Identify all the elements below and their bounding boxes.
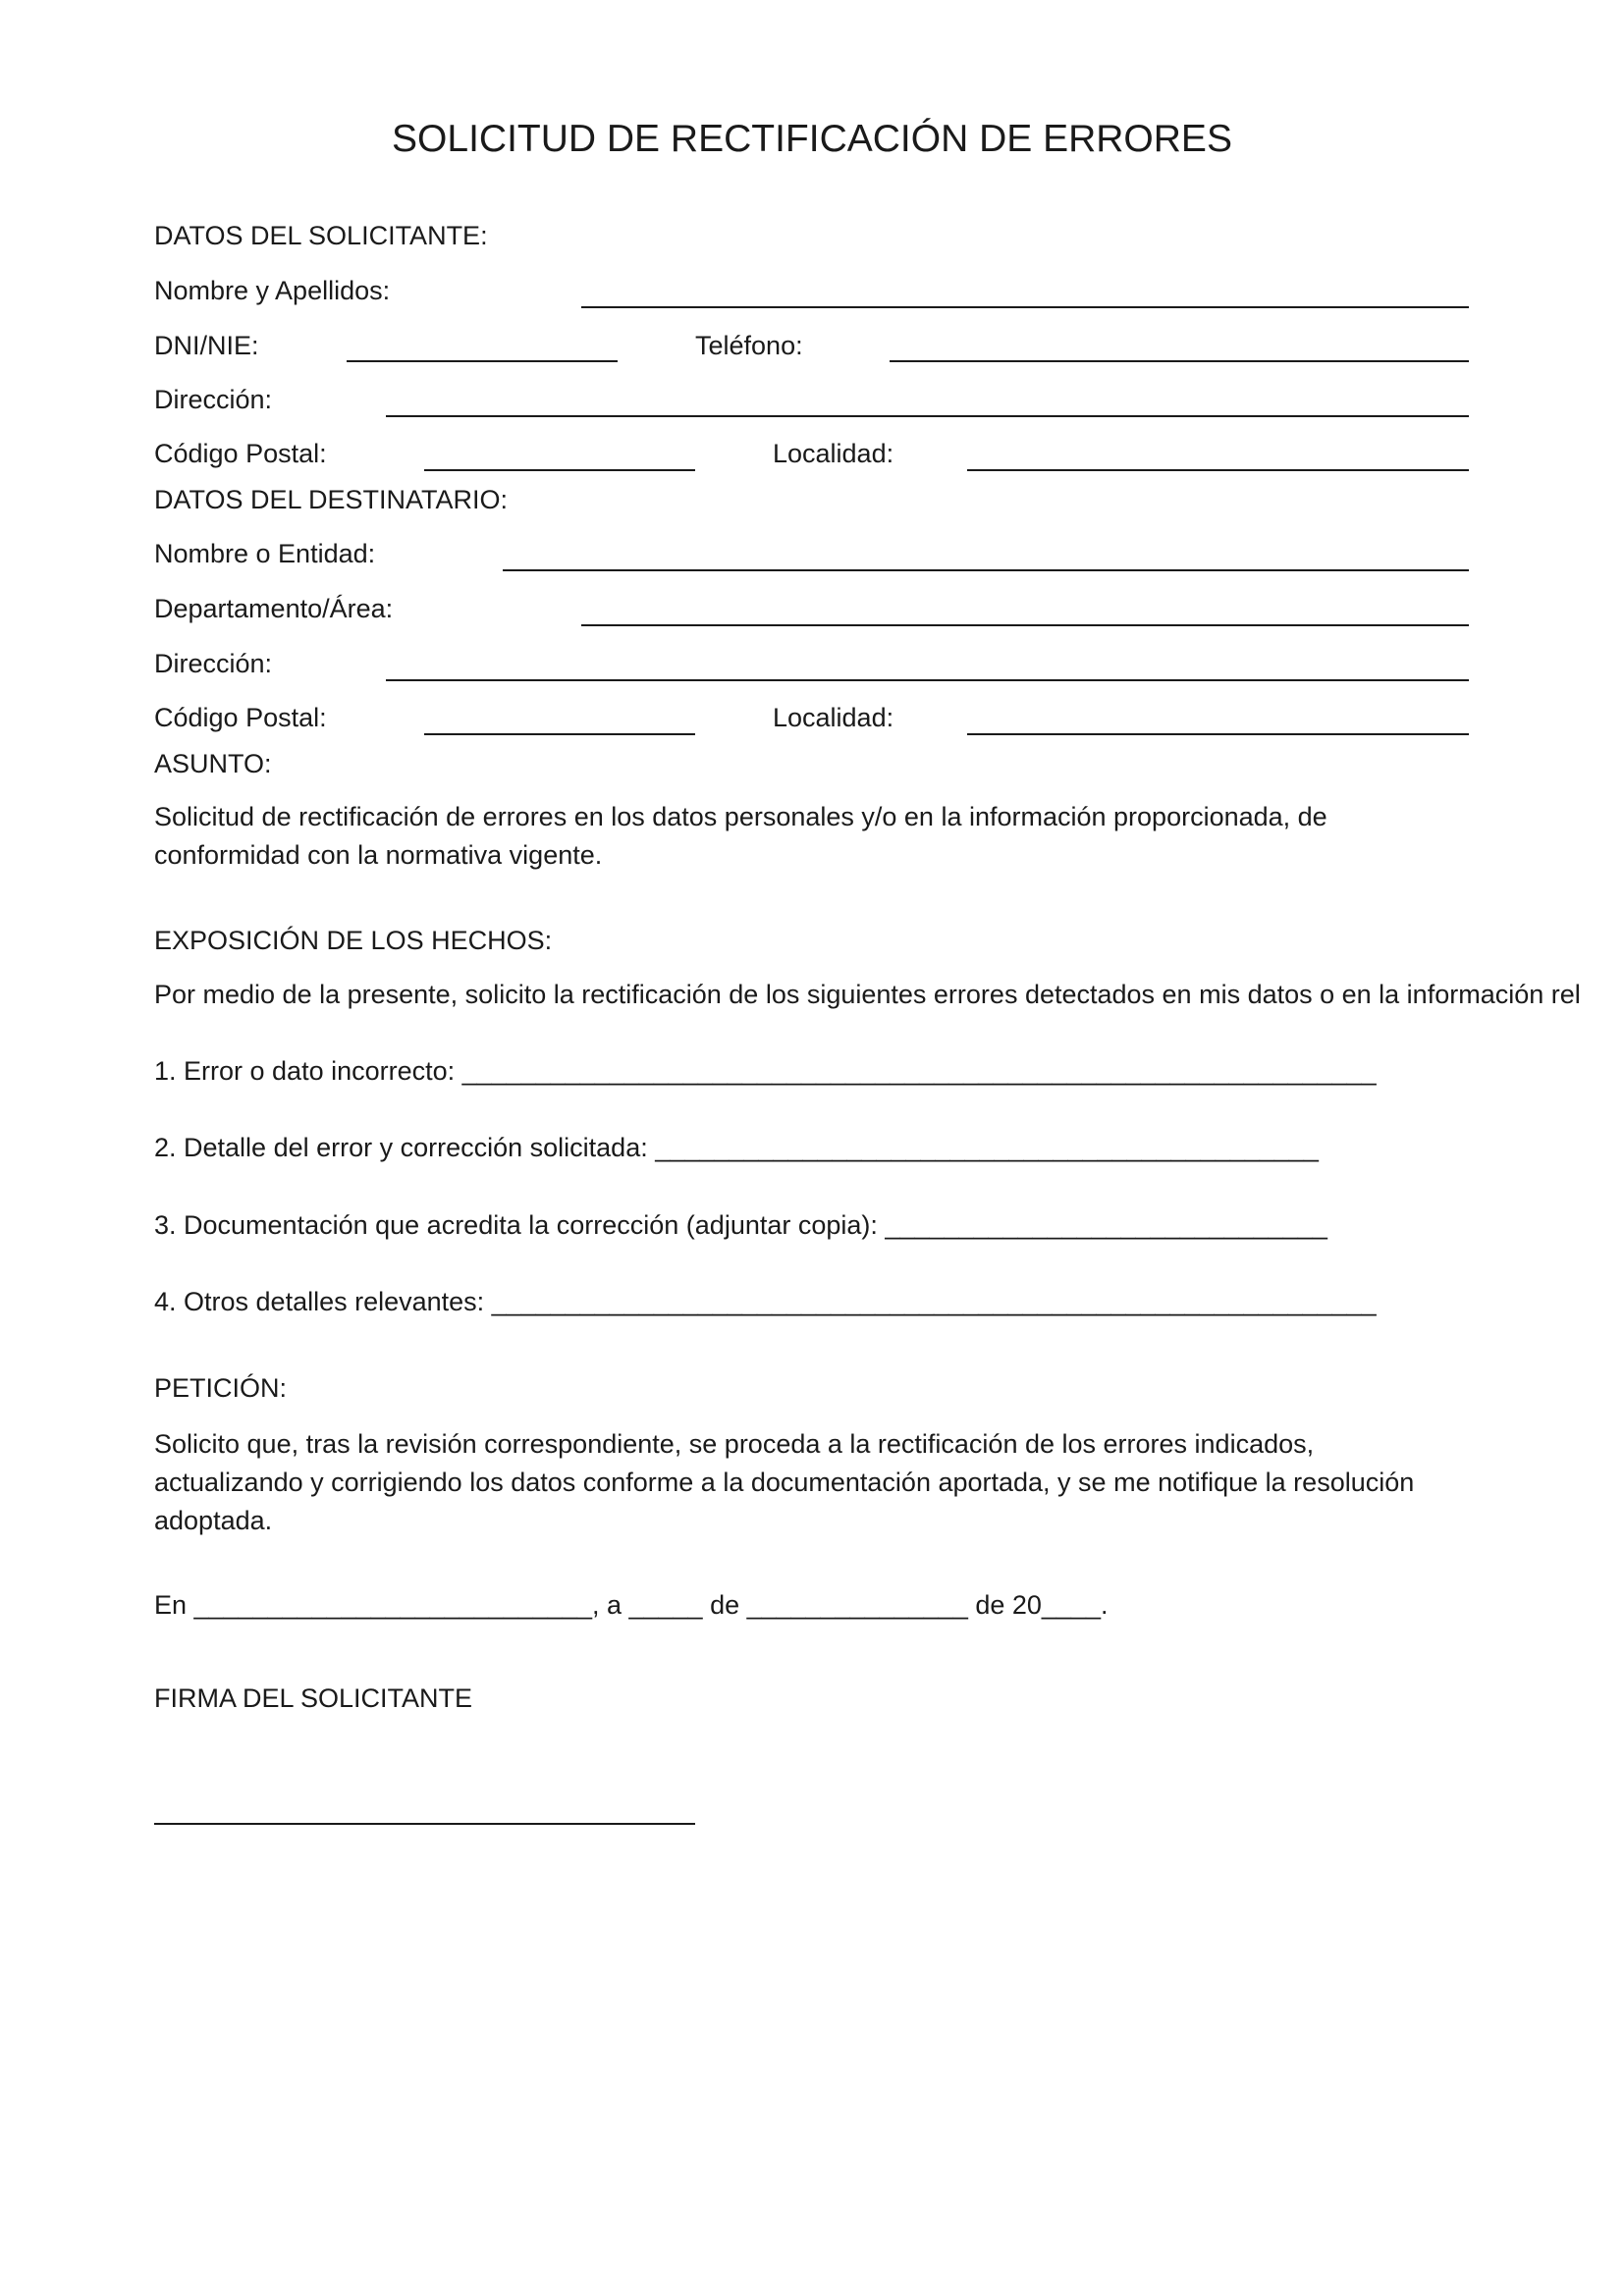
- asunto-text: Solicitud de rectificación de errores en los datos personales y/o en la información proporcionada, de conformidad con la normativa vigente.: [154, 802, 1327, 870]
- solicitante-nombre-label: Nombre y Apellidos:: [154, 276, 391, 305]
- exposicion-heading: EXPOSICIÓN DE LOS HECHOS:: [154, 926, 553, 955]
- solicitante-nombre-field[interactable]: [581, 306, 1469, 308]
- destinatario-direccion-label: Dirección:: [154, 649, 273, 678]
- firma-label: FIRMA DEL SOLICITANTE: [154, 1683, 473, 1713]
- destinatario-localidad-field[interactable]: [967, 733, 1469, 735]
- fecha-line[interactable]: En ___________________________, a _____ de _______________ de 20____.: [154, 1590, 1109, 1620]
- solicitante-cp-label: Código Postal:: [154, 439, 327, 468]
- peticion-heading: PETICIÓN:: [154, 1373, 288, 1403]
- exposicion-item-4[interactable]: 4. Otros detalles relevantes: ____________________________________________________________: [154, 1287, 1377, 1316]
- asunto-heading: ASUNTO:: [154, 749, 272, 778]
- destinatario-nombre-label: Nombre o Entidad:: [154, 539, 376, 568]
- destinatario-departamento-label: Departamento/Área:: [154, 594, 394, 623]
- exposicion-item-1[interactable]: 1. Error o dato incorrecto: ______________________________________________________________: [154, 1056, 1377, 1086]
- exposicion-item-3[interactable]: 3. Documentación que acredita la corrección (adjuntar copia): ______________________________: [154, 1210, 1327, 1240]
- solicitante-localidad-field[interactable]: [967, 469, 1469, 471]
- peticion-text: Solicito que, tras la revisión correspondiente, se proceda a la rectificación de los errores indicados, actualizando y corrigiendo los datos conforme a la documentación aportada, y se me notifique la resolución adoptada.: [154, 1429, 1415, 1535]
- firma-line[interactable]: [154, 1823, 695, 1825]
- solicitante-localidad-label: Localidad:: [773, 439, 894, 468]
- solicitante-direccion-label: Dirección:: [154, 385, 273, 414]
- solicitante-dni-field[interactable]: [347, 360, 618, 362]
- destinatario-departamento-field[interactable]: [581, 624, 1469, 626]
- destinatario-localidad-label: Localidad:: [773, 703, 894, 732]
- destinatario-cp-label: Código Postal:: [154, 703, 327, 732]
- destinatario-nombre-field[interactable]: [503, 569, 1469, 571]
- destinatario-heading: DATOS DEL DESTINATARIO:: [154, 485, 509, 514]
- document-title: SOLICITUD DE RECTIFICACIÓN DE ERRORES: [392, 118, 1232, 160]
- solicitante-dni-label: DNI/NIE:: [154, 331, 259, 360]
- solicitante-telefono-field[interactable]: [890, 360, 1469, 362]
- solicitante-cp-field[interactable]: [424, 469, 695, 471]
- destinatario-cp-field[interactable]: [424, 733, 695, 735]
- exposicion-intro: Por medio de la presente, solicito la rectificación de los siguientes errores detectados en mis datos o en la información rel: [154, 980, 1581, 1009]
- destinatario-direccion-field[interactable]: [386, 679, 1469, 681]
- solicitante-direccion-field[interactable]: [386, 415, 1469, 417]
- exposicion-item-2[interactable]: 2. Detalle del error y corrección solicitada: _____________________________________________: [154, 1133, 1319, 1162]
- solicitante-telefono-label: Teléfono:: [695, 331, 803, 360]
- solicitante-heading: DATOS DEL SOLICITANTE:: [154, 221, 488, 250]
